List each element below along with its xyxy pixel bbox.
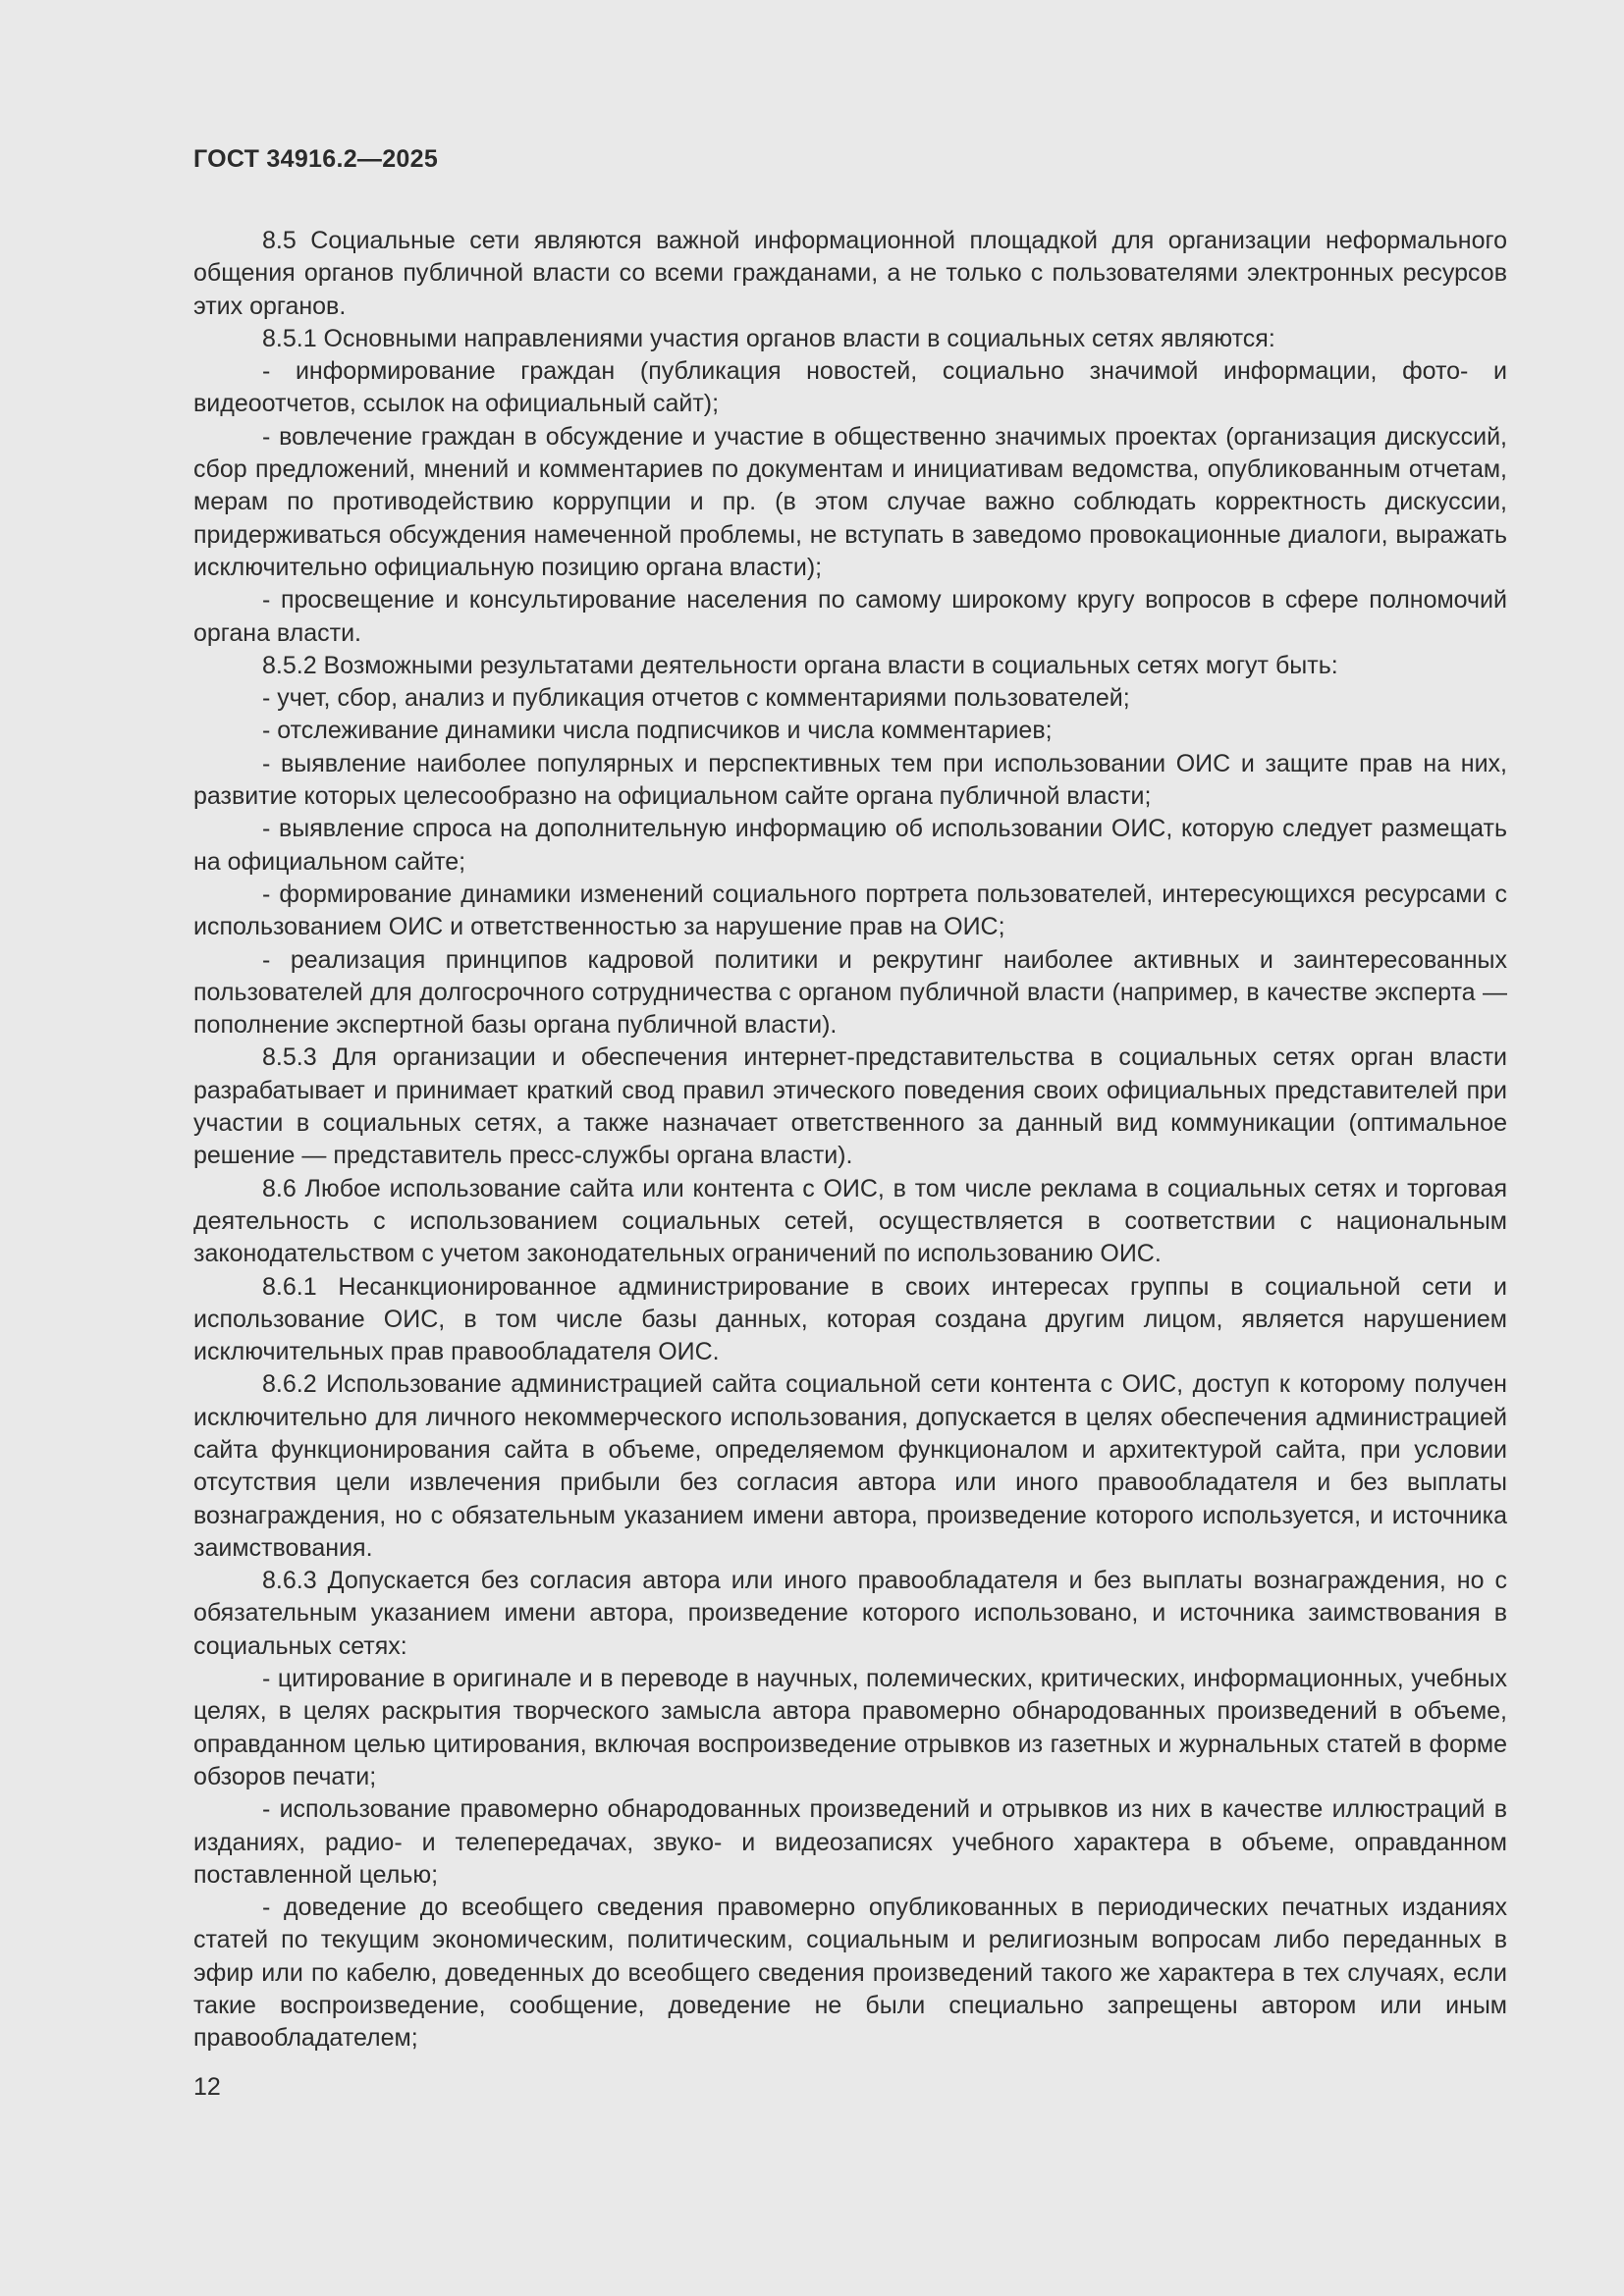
paragraph: 8.5 Социальные сети являются важной информационной площадкой для организации неформального общения органов публичной власти со всеми гражданами, а не только с пользователями электронных ресурсов этих органов.	[193, 227, 1507, 320]
paragraph: 8.6.3 Допускается без согласия автора или иного правообладателя и без выплаты вознаграждения, но с обязательным указанием имени автора, произведение которого использовано, и источника заимствования в социальных сетях:	[193, 1567, 1507, 1660]
list-item: - учет, сбор, анализ и публикация отчетов с комментариями пользователей;	[262, 684, 1130, 713]
list-item: - отслеживание динамики числа подписчиков и числа комментариев;	[262, 717, 1053, 745]
paragraph: 8.5.3 Для организации и обеспечения интернет-представительства в социальных сетях орган власти разрабатывает и принимает краткий свод правил этического поведения своих официальных представителей при участии в социальных сетях, а также назначает ответственного за данный вид коммуникации (оптимальное решение — представитель пресс-службы органа власти).	[193, 1043, 1507, 1170]
list-item: - выявление наиболее популярных и перспективных тем при использовании ОИС и защите прав на них, развитие которых целесообразно на официальном сайте органа публичной власти;	[193, 749, 1507, 811]
list-item: - просвещение и консультирование населения по самому широкому кругу вопросов в сфере полномочий органа власти.	[193, 586, 1507, 647]
list-item: - реализация принципов кадровой политики и рекрутинг наиболее активных и заинтересованных пользователей для долгосрочного сотрудничества с органом публичной власти (например, в качестве эксперта — пополнение экспертной базы органа публичной власти).	[193, 945, 1507, 1040]
document-header: ГОСТ 34916.2—2025	[193, 145, 439, 173]
list-item: - доведение до всеобщего сведения правомерно опубликованных в периодических печатных изданиях статей по текущим экономическим, политическим, социальным и религиозным вопросам либо переданных в эфир или по кабелю, доведенных до всеобщего сведения произведений такого же характера в тех случаях, если такие воспроизведение, сообщение, доведение не были специально запрещены автором или иным правообладателем;	[193, 1894, 1507, 2053]
paragraph: 8.6 Любое использование сайта или контента с ОИС, в том числе реклама в социальных сетях и торговая деятельность с использованием социальных сетей, осуществляется в соответствии с национальным законодательством с учетом законодательных ограничений по использованию ОИС.	[193, 1174, 1507, 1268]
document-body	[193, 225, 1507, 2056]
paragraph: 8.5.2 Возможными результатами деятельности органа власти в социальных сетях могут быть:	[262, 651, 1338, 679]
list-item: - выявление спроса на дополнительную информацию об использовании ОИС, которую следует размещать на официальном сайте;	[193, 815, 1507, 876]
list-item: - цитирование в оригинале и в переводе в научных, полемических, критических, информационных, учебных целях, в целях раскрытия творческого замысла автора правомерно обнародованных произведений в объеме, оправданном целью цитирования, включая воспроизведение отрывков из газетных и журнальных статей в форме обзоров печати;	[193, 1665, 1507, 1790]
list-item: - использование правомерно обнародованных произведений и отрывков из них в качестве иллюстраций в изданиях, радио- и телепередачах, звуко- и видеозаписях учебного характера в объеме, оправданном поставленной целью;	[193, 1795, 1507, 1889]
paragraph: 8.5.1 Основными направлениями участия органов власти в социальных сетях являются:	[262, 324, 1275, 352]
page-number: 12	[193, 2073, 221, 2101]
list-item: - вовлечение граждан в обсуждение и участие в общественно значимых проектах (организация дискуссий, сбор предложений, мнений и комментариев по документам и инициативам ведомства, опубликованным отчетам, мерам по противодействию коррупции и пр. (в этом случае важно соблюдать корректность дискуссии, придерживаться обсуждения намеченной проблемы, не вступать в заведомо провокационные диалоги, выражать исключительно официальную позицию органа власти);	[193, 422, 1507, 581]
list-item: - информирование граждан (публикация новостей, социально значимой информации, фото- и видеоотчетов, ссылок на официальный сайт);	[193, 357, 1507, 418]
list-item: - формирование динамики изменений социального портрета пользователей, интересующихся ресурсами с использованием ОИС и ответственностью за нарушение прав на ОИС;	[193, 880, 1507, 941]
paragraph: 8.6.1 Несанкционированное администрирование в своих интересах группы в социальной сети и использование ОИС, в том числе базы данных, которая создана другим лицом, является нарушением исключительных прав правообладателя ОИС.	[193, 1272, 1507, 1366]
paragraph: 8.6.2 Использование администрацией сайта социальной сети контента с ОИС, доступ к которому получен исключительно для личного некоммерческого использования, допускается в целях обеспечения администрацией сайта функционирования сайта в объеме, определяемом функционалом и архитектурой сайта, при условии отсутствия цели извлечения прибыли без согласия автора или иного правообладателя и без выплаты вознаграждения, но с обязательным указанием имени автора, произведение которого используется, и источника заимствования.	[193, 1370, 1507, 1562]
